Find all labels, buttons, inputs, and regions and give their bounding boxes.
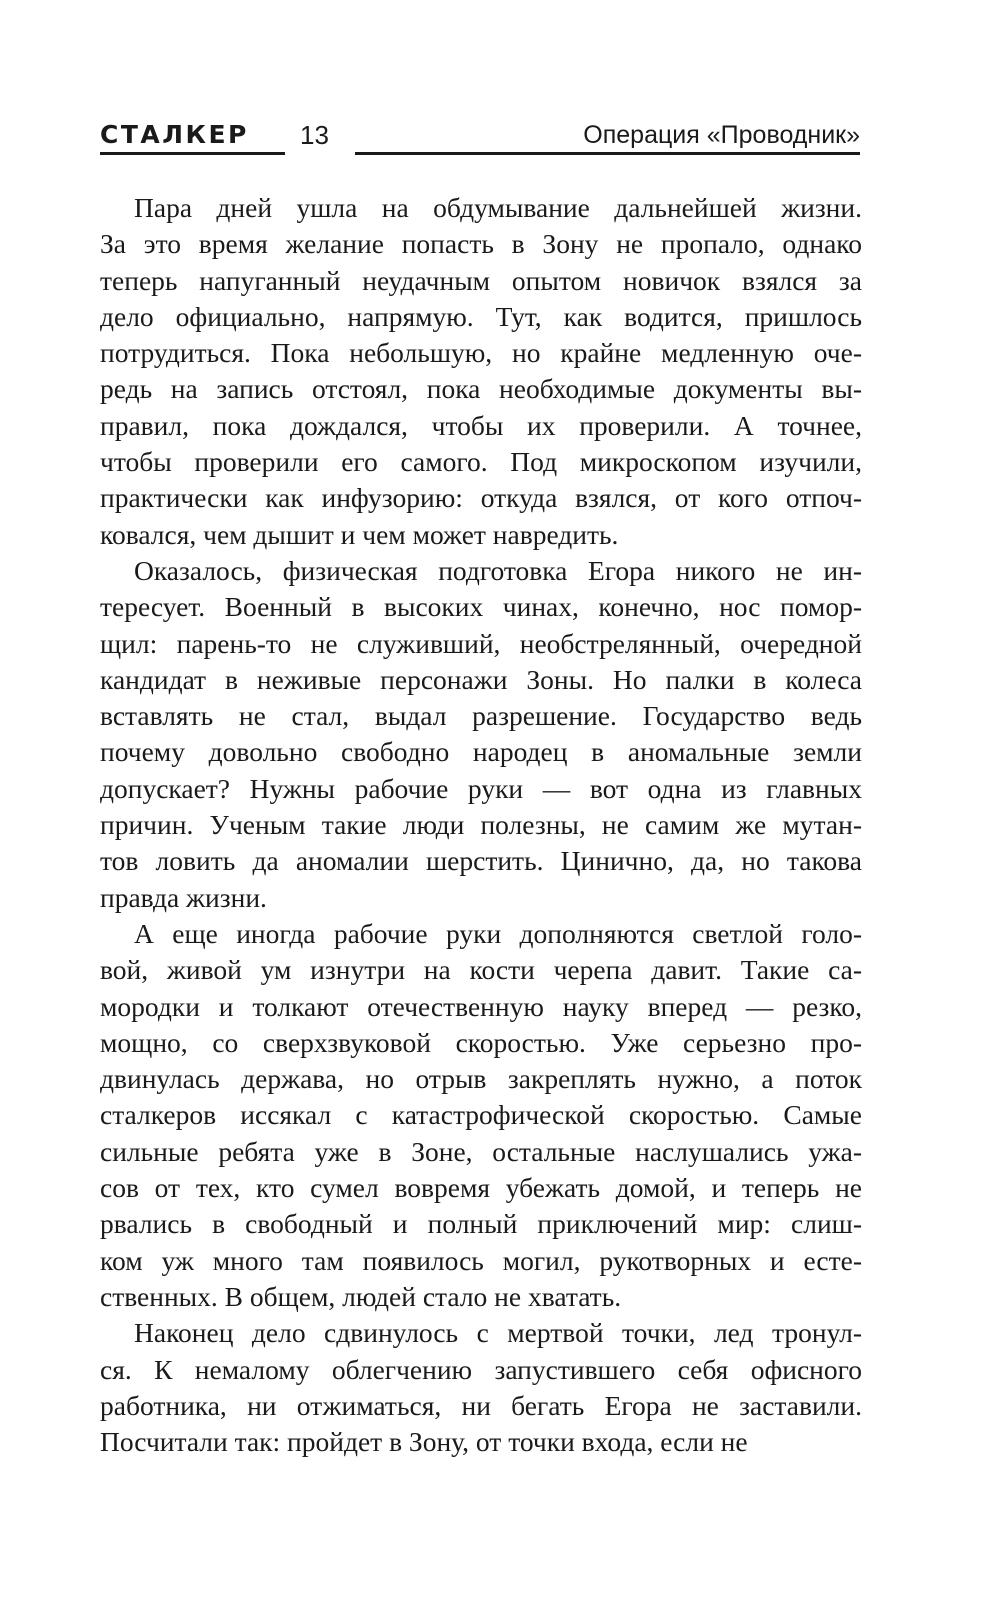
text-line: ственных. В общем, людей стало не хватать.	[100, 1280, 622, 1312]
text-line: А еще иногда рабочие руки дополняются светлой голо-	[134, 917, 862, 949]
chapter-title: Операция «Проводник»	[583, 121, 860, 149]
text-line: кандидат в неживые персонажи Зоны. Но палки в колеса	[100, 663, 862, 695]
running-head	[100, 120, 860, 160]
text-line: Наконец дело сдвинулось с мертвой точки, лед тронул-	[134, 1317, 862, 1349]
text-line: причин. Ученым такие люди полезны, не самим же мутан-	[100, 809, 862, 841]
text-line: правда жизни.	[100, 881, 267, 913]
paragraph	[100, 1315, 862, 1460]
paragraph	[100, 553, 862, 916]
text-line: тересует. Военный в высоких чинах, конечно, нос помор-	[100, 591, 862, 623]
text-line: потрудиться. Пока небольшую, но крайне медленную оче-	[100, 337, 862, 369]
text-line: ся. К немалому облегчению запустившего себя офисного	[100, 1353, 862, 1385]
text-line: теперь напуганный неудачным опытом новичок взялся за	[100, 264, 862, 296]
text-line: ком уж много там появилось могил, рукотворных и есте-	[100, 1244, 862, 1276]
text-line: работника, ни отжиматься, ни бегать Егора не заставили.	[100, 1389, 862, 1421]
text-line: почему довольно свободно народец в аномальные земли	[100, 736, 862, 768]
text-line: Оказалось, физическая подготовка Егора никого не ин-	[134, 554, 862, 586]
text-line: щил: парень-то не служивший, необстрелянный, очередной	[100, 627, 862, 659]
text-line: сильные ребята уже в Зоне, остальные наслушались ужа-	[100, 1135, 862, 1167]
page-number: 13	[300, 120, 329, 150]
header-rule-right	[355, 152, 860, 155]
text-line: Посчитали так: пройдет в Зону, от точки входа, если не	[100, 1426, 748, 1458]
text-line: Пара дней ушла на обдумывание дальнейшей жизни.	[134, 192, 862, 223]
text-line: За это время желание попасть в Зону не пропало, однако	[100, 228, 862, 260]
text-line: мородки и толкают отечественную науку вперед — резко,	[100, 990, 862, 1022]
text-line: редь на запись отстоял, пока необходимые документы вы-	[100, 373, 862, 405]
text-line: рвались в свободный и полный приключений мир: слиш-	[100, 1208, 862, 1240]
text-line: мощно, со сверхзвуковой скоростью. Уже серьезно про-	[100, 1026, 862, 1058]
text-line: чтобы проверили его самого. Под микроскопом изучили,	[100, 446, 862, 478]
body-text	[100, 190, 862, 1460]
text-line: сталкеров иссякал с катастрофической скоростью. Самые	[100, 1099, 862, 1131]
text-line: вставлять не стал, выдал разрешение. Государство ведь	[100, 700, 862, 732]
header-rule-left	[100, 152, 285, 155]
text-line: двинулась держава, но отрыв закреплять нужно, а поток	[100, 1063, 862, 1095]
text-line: допускает? Нужны рабочие руки — вот одна из главных	[100, 772, 862, 804]
text-line: практически как инфузорию: откуда взялся, от кого отпоч-	[100, 482, 862, 514]
text-line: сов от тех, кто сумел вовремя убежать домой, и теперь не	[100, 1172, 862, 1204]
paragraph	[100, 190, 862, 553]
text-line: правил, пока дождался, чтобы их проверили. А точнее,	[100, 409, 862, 441]
series-title: СТАЛКЕР	[100, 120, 249, 149]
text-line: ковался, чем дышит и чем может навредить.	[100, 518, 619, 550]
paragraph	[100, 916, 862, 1315]
text-line: тов ловить да аномалии шерстить. Цинично, да, но такова	[100, 845, 862, 877]
text-line: дело официально, напрямую. Тут, как водится, пришлось	[100, 300, 862, 332]
text-line: вой, живой ум изнутри на кости черепа давит. Такие са-	[100, 954, 862, 986]
